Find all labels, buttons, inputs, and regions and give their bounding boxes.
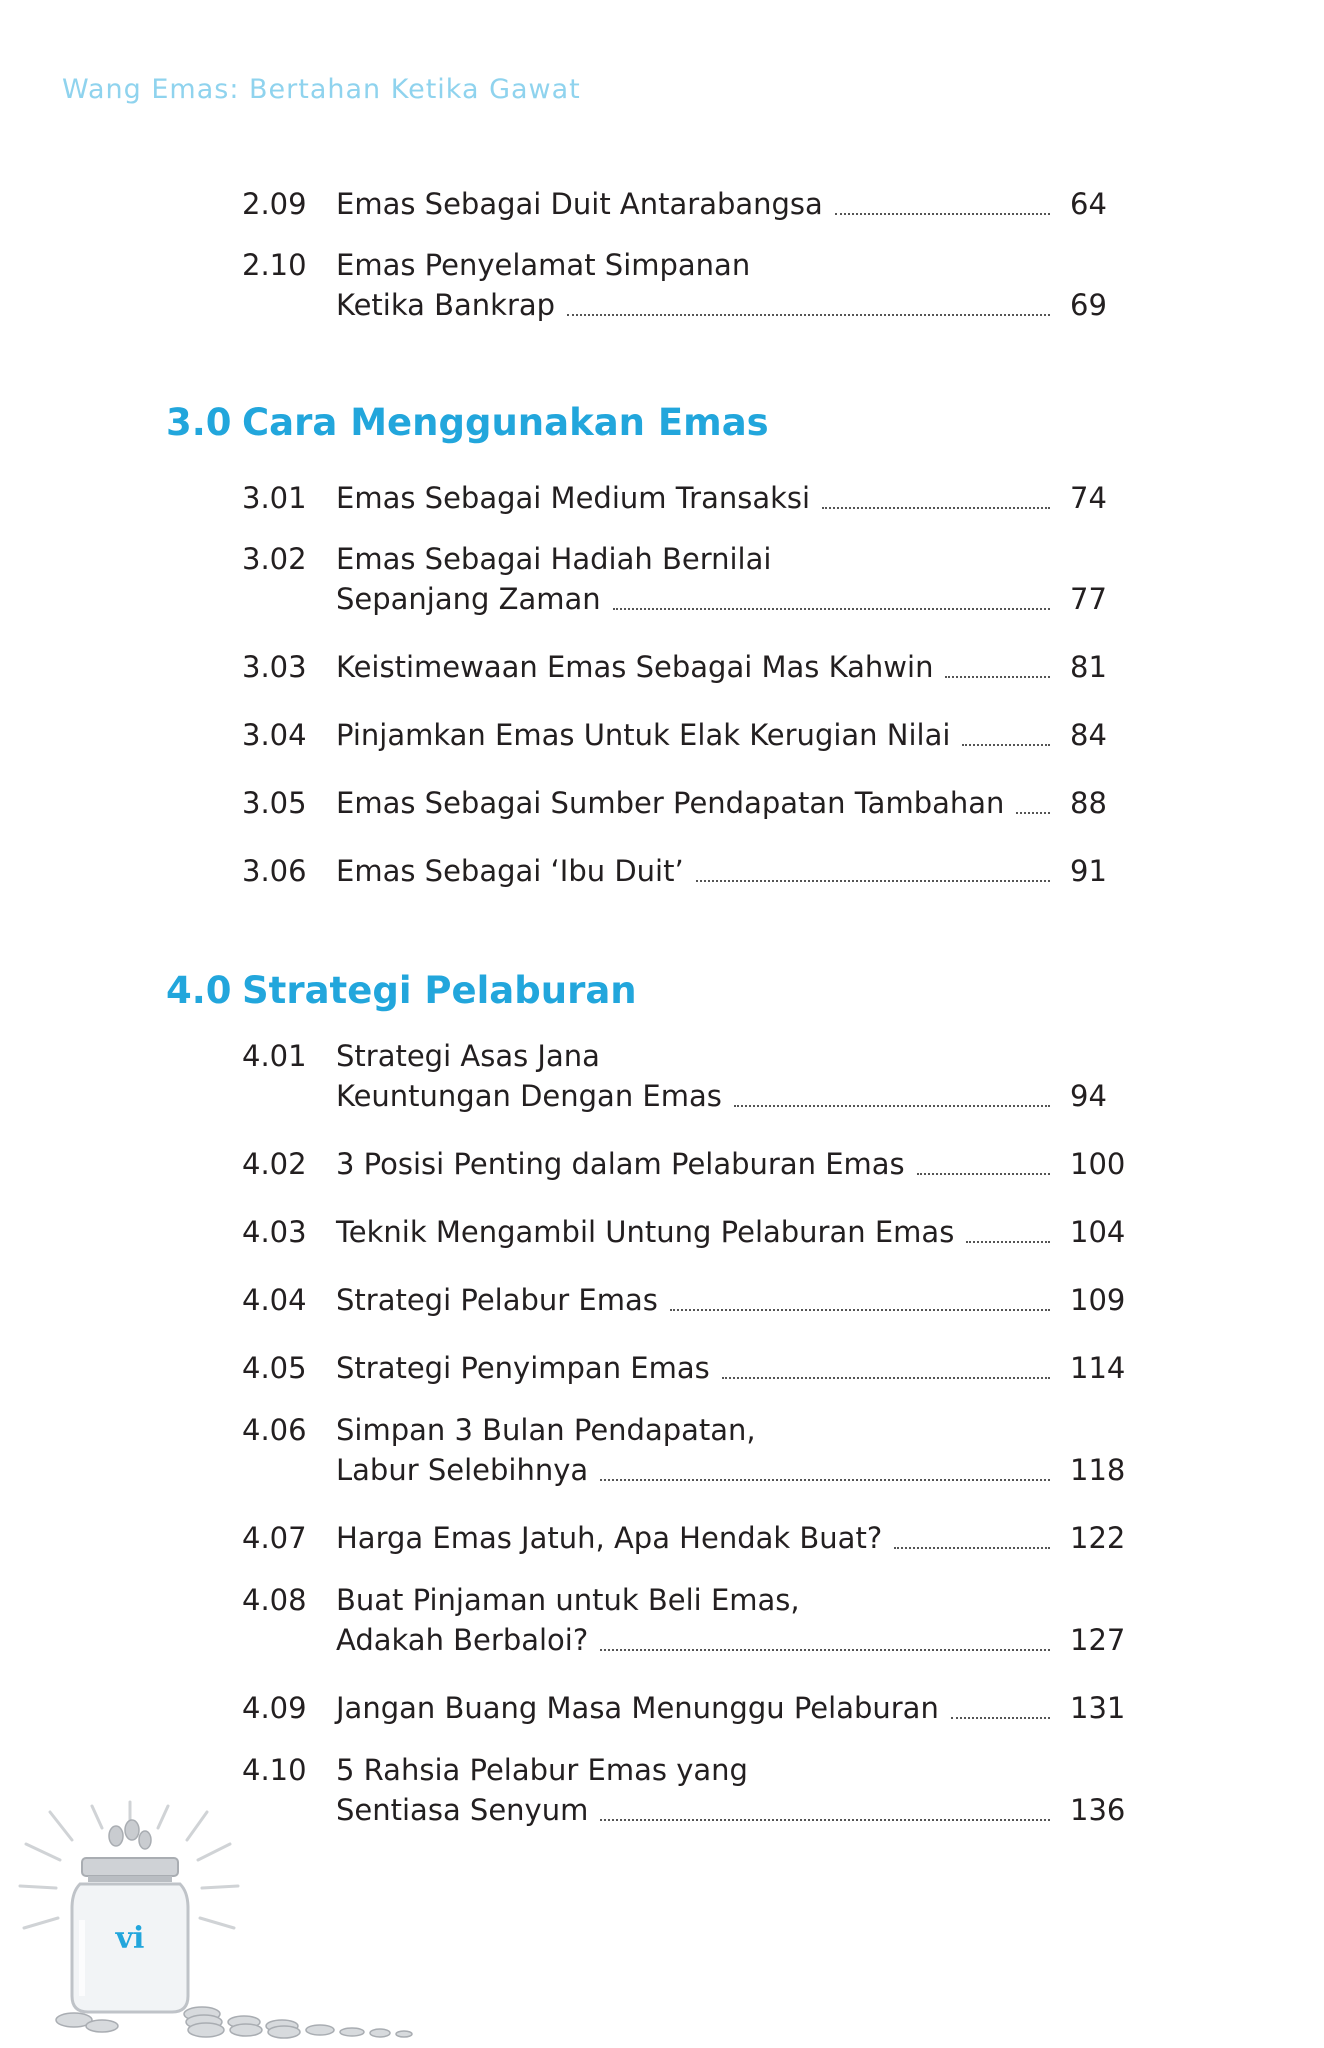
toc-entry-title-row xyxy=(336,851,1050,891)
toc-entry-title-line: Simpan 3 Bulan Pendapatan, xyxy=(336,1413,756,1447)
section-title: Cara Menggunakan Emas xyxy=(242,401,769,444)
toc-entry-number: 3.03 xyxy=(242,650,307,684)
toc-entry-title: Emas Sebagai Duit Antarabangsa xyxy=(336,187,823,221)
toc-entry-title: Labur Selebihnya xyxy=(336,1453,589,1487)
running-head: Wang Emas: Bertahan Ketika Gawat xyxy=(62,74,581,105)
toc-entry-title: Sentiasa Senyum xyxy=(336,1793,589,1827)
toc-entry-page: 100 xyxy=(1070,1147,1126,1181)
toc-entry-title: Teknik Mengambil Untung Pelaburan Emas xyxy=(336,1215,955,1249)
toc-entry-title-row xyxy=(336,1212,1050,1252)
toc-entry-title-row xyxy=(336,1688,1050,1728)
dot-leader xyxy=(567,314,1050,316)
dot-leader xyxy=(945,676,1050,678)
toc-entry-number: 4.05 xyxy=(242,1351,307,1385)
toc-entry-title-row xyxy=(336,1620,1050,1660)
toc-entry-title: Keuntungan Dengan Emas xyxy=(336,1079,722,1113)
dot-leader xyxy=(917,1173,1050,1175)
dot-leader xyxy=(696,880,1050,882)
toc-entry-title-row xyxy=(336,285,1050,325)
toc-entry-page: 104 xyxy=(1070,1215,1126,1249)
dot-leader xyxy=(600,1649,1050,1651)
toc-entry-number: 4.03 xyxy=(242,1215,307,1249)
toc-entry-number: 2.10 xyxy=(242,248,307,282)
dot-leader xyxy=(966,1241,1050,1243)
toc-entry-title: Sepanjang Zaman xyxy=(336,582,601,616)
toc-entry-title-row xyxy=(336,478,1050,518)
toc-entry-title-line: Emas Penyelamat Simpanan xyxy=(336,248,751,282)
toc-entry-page: 81 xyxy=(1070,650,1107,684)
toc-entry-page: 94 xyxy=(1070,1079,1107,1113)
toc-entry-title-line: 5 Rahsia Pelabur Emas yang xyxy=(336,1753,748,1787)
toc-entry-title-line: Strategi Asas Jana xyxy=(336,1039,600,1073)
toc-entry-number: 4.06 xyxy=(242,1413,307,1447)
dot-leader xyxy=(835,213,1050,215)
toc-entry-page: 118 xyxy=(1070,1453,1126,1487)
toc-entry-page: 114 xyxy=(1070,1351,1126,1385)
toc-entry-number: 3.06 xyxy=(242,854,307,888)
toc-entry-page: 88 xyxy=(1070,786,1107,820)
page-folio: vi xyxy=(115,1921,145,1956)
toc-entry-page: 122 xyxy=(1070,1521,1126,1555)
dot-leader xyxy=(822,507,1050,509)
section-number: 4.0 xyxy=(166,969,232,1012)
toc-entry-title-row xyxy=(336,1348,1050,1388)
toc-entry-page: 136 xyxy=(1070,1793,1126,1827)
toc-entry-title-row xyxy=(336,184,1050,224)
dot-leader xyxy=(962,744,1050,746)
toc-entry-title-row xyxy=(336,783,1050,823)
toc-entry-page: 127 xyxy=(1070,1623,1126,1657)
toc-entry-title-row xyxy=(336,1280,1050,1320)
dot-leader xyxy=(600,1479,1050,1481)
toc-entry-page: 64 xyxy=(1070,187,1107,221)
toc-entry-number: 4.01 xyxy=(242,1039,307,1073)
toc-entry-page: 84 xyxy=(1070,718,1107,752)
section-number: 3.0 xyxy=(166,401,232,444)
toc-entry-title-row xyxy=(336,579,1050,619)
toc-entry-number: 2.09 xyxy=(242,187,307,221)
toc-entry-title-row xyxy=(336,1518,1050,1558)
toc-entry-title: Pinjamkan Emas Untuk Elak Kerugian Nilai xyxy=(336,718,951,752)
toc-entry-page: 109 xyxy=(1070,1283,1126,1317)
toc-entry-title: 3 Posisi Penting dalam Pelaburan Emas xyxy=(336,1147,905,1181)
toc-entry-title: Harga Emas Jatuh, Apa Hendak Buat? xyxy=(336,1521,883,1555)
toc-entry-number: 3.02 xyxy=(242,542,307,576)
toc-entry-title-row xyxy=(336,715,1050,755)
toc-entry-number: 4.10 xyxy=(242,1753,307,1787)
toc-entry-number: 3.04 xyxy=(242,718,307,752)
section-heading[interactable] xyxy=(166,966,637,1016)
toc-entry-number: 3.05 xyxy=(242,786,307,820)
dot-leader xyxy=(894,1547,1050,1549)
toc-entry-number: 4.04 xyxy=(242,1283,307,1317)
toc-entry-title: Ketika Bankrap xyxy=(336,288,556,322)
dot-leader xyxy=(951,1717,1050,1719)
toc-entry-page: 91 xyxy=(1070,854,1107,888)
toc-entry-page: 69 xyxy=(1070,288,1107,322)
toc-entry-title-row xyxy=(336,1144,1050,1184)
dot-leader xyxy=(1016,812,1050,814)
toc-entry-title: Emas Sebagai Medium Transaksi xyxy=(336,481,811,515)
toc-entry-number: 4.02 xyxy=(242,1147,307,1181)
toc-entry-title: Strategi Pelabur Emas xyxy=(336,1283,658,1317)
toc-entry-title: Emas Sebagai Sumber Pendapatan Tambahan xyxy=(336,786,1005,820)
toc-entry-title-row xyxy=(336,647,1050,687)
toc-entry-title: Strategi Penyimpan Emas xyxy=(336,1351,710,1385)
toc-entry-number: 4.09 xyxy=(242,1691,307,1725)
toc-entry-number: 4.07 xyxy=(242,1521,307,1555)
toc-entry-title: Keistimewaan Emas Sebagai Mas Kahwin xyxy=(336,650,934,684)
toc-entry-title-row xyxy=(336,1790,1050,1830)
toc-entry-title: Jangan Buang Masa Menunggu Pelaburan xyxy=(336,1691,939,1725)
section-heading[interactable] xyxy=(166,398,769,448)
dot-leader xyxy=(734,1105,1050,1107)
section-title: Strategi Pelaburan xyxy=(242,969,637,1012)
dot-leader xyxy=(722,1377,1050,1379)
toc-entry-title: Adakah Berbaloi? xyxy=(336,1623,589,1657)
dot-leader xyxy=(613,608,1050,610)
toc-entry-title-row xyxy=(336,1450,1050,1490)
toc-entry-title: Emas Sebagai ‘Ibu Duit’ xyxy=(336,854,684,888)
toc-entry-page: 77 xyxy=(1070,582,1107,616)
toc-entry-title-line: Emas Sebagai Hadiah Bernilai xyxy=(336,542,772,576)
falling-coins xyxy=(109,1820,151,1849)
toc-entry-page: 74 xyxy=(1070,481,1107,515)
jar-icon xyxy=(72,1858,188,2012)
toc-entry-number: 4.08 xyxy=(242,1583,307,1617)
toc-entry-title-line: Buat Pinjaman untuk Beli Emas, xyxy=(336,1583,800,1617)
toc-entry-title-row xyxy=(336,1076,1050,1116)
coin-jar-illustration xyxy=(12,1800,432,2040)
dot-leader xyxy=(600,1819,1050,1821)
toc-entry-page: 131 xyxy=(1070,1691,1126,1725)
toc-entry-number: 3.01 xyxy=(242,481,307,515)
dot-leader xyxy=(670,1309,1050,1311)
